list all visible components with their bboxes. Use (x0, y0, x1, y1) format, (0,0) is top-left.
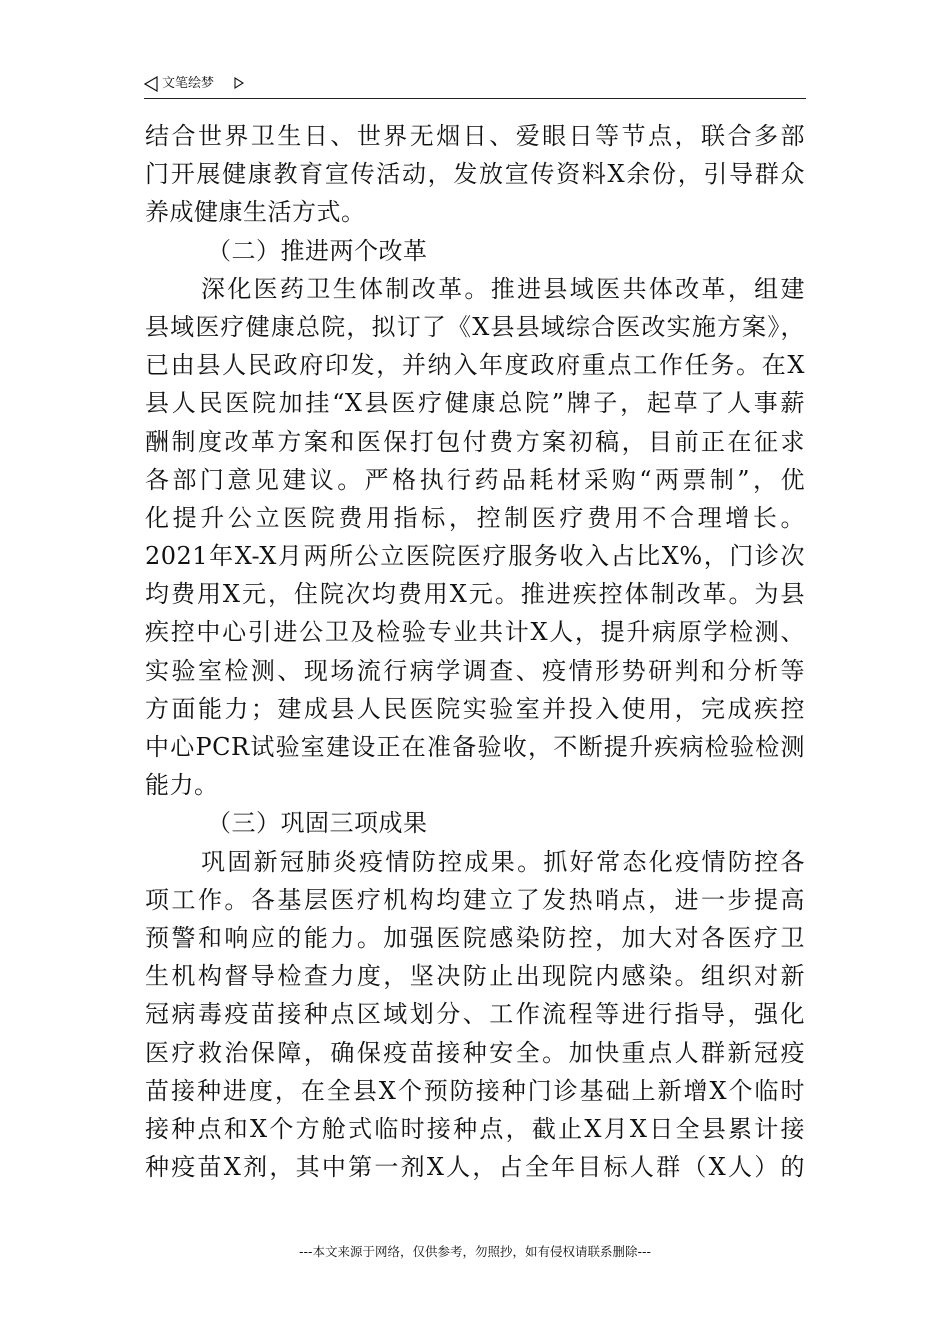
brand-name: 文笔绘梦 (162, 76, 215, 91)
text-line: 接种点和X个方舱式临时接种点，截止X月X日全县累计接 (145, 1114, 805, 1143)
text-line: 生机构督导检查力度，坚决防止出现院内感染。组织对新 (145, 962, 805, 991)
text-line: 养成健康生活方式。 (145, 198, 366, 227)
text-line: 县域医疗健康总院，拟订了《X县县域综合医改实施方案》， (145, 312, 805, 341)
section-heading: （三）巩固三项成果 (207, 809, 428, 838)
triangle-left-outline-icon (144, 76, 158, 92)
text-line: 苗接种进度，在全县X个预防接种门诊基础上新增X个临时 (145, 1076, 805, 1105)
text-line: 巩固新冠肺炎疫情防控成果。抓好常态化疫情防控各 (201, 847, 805, 876)
text-line: 方面能力；建成县人民医院实验室并投入使用，完成疾控 (145, 694, 805, 723)
section-heading: （二）推进两个改革 (207, 236, 428, 265)
text-line: 县人民医院加挂“X县医疗健康总院”牌子，起草了人事薪 (145, 389, 805, 418)
text-line: 酬制度改革方案和医保打包付费方案初稿，目前正在征求 (145, 427, 805, 456)
text-line: 中心PCR试验室建设正在准备验收，不断提升疾病检验检测 (145, 733, 805, 761)
text-line: 结合世界卫生日、世界无烟日、爱眼日等节点，联合多部 (145, 122, 805, 150)
text-line: 已由县人民政府印发，并纳入年度政府重点工作任务。在X (145, 351, 805, 380)
text-line: 医疗救治保障，确保疫苗接种安全。加快重点人群新冠疫 (145, 1038, 805, 1067)
text-line: 疾控中心引进公卫及检验专业共计X人，提升病原学检测、 (145, 618, 805, 647)
text-line: 深化医药卫生体制改革。推进县域医共体改革，组建 (201, 274, 805, 303)
text-line: 能力。 (145, 771, 219, 800)
text-line: 2021年X-X月两所公立医院医疗服务收入占比X%，门诊次 (145, 542, 805, 571)
text-line: 冠病毒疫苗接种点区域划分、工作流程等进行指导，强化 (145, 1000, 805, 1029)
page-header (144, 74, 806, 99)
text-line: 均费用X元，住院次均费用X元。推进疾控体制改革。为县 (145, 580, 805, 609)
footer-disclaimer: ---本文来源于网络，仅供参考，勿照抄，如有侵权请联系删除--- (298, 1244, 652, 1259)
text-line: 种疫苗X剂，其中第一剂X人，占全年目标人群（X人）的 (145, 1153, 805, 1182)
text-line: 实验室检测、现场流行病学调查、疫情形势研判和分析等 (145, 656, 805, 685)
triangle-right-outline-icon (234, 77, 244, 89)
text-line: 项工作。各基层医疗机构均建立了发热哨点，进一步提高 (145, 885, 805, 914)
text-line: 各部门意见建议。严格执行药品耗材采购“两票制”，优 (145, 465, 805, 494)
document-body (145, 117, 805, 1186)
text-line: 化提升公立医院费用指标，控制医疗费用不合理增长。 (145, 503, 805, 532)
text-line: 门开展健康教育宣传活动，发放宣传资料X余份，引导群众 (145, 160, 805, 189)
text-line: 预警和响应的能力。加强医院感染防控，加大对各医疗卫 (145, 923, 805, 952)
